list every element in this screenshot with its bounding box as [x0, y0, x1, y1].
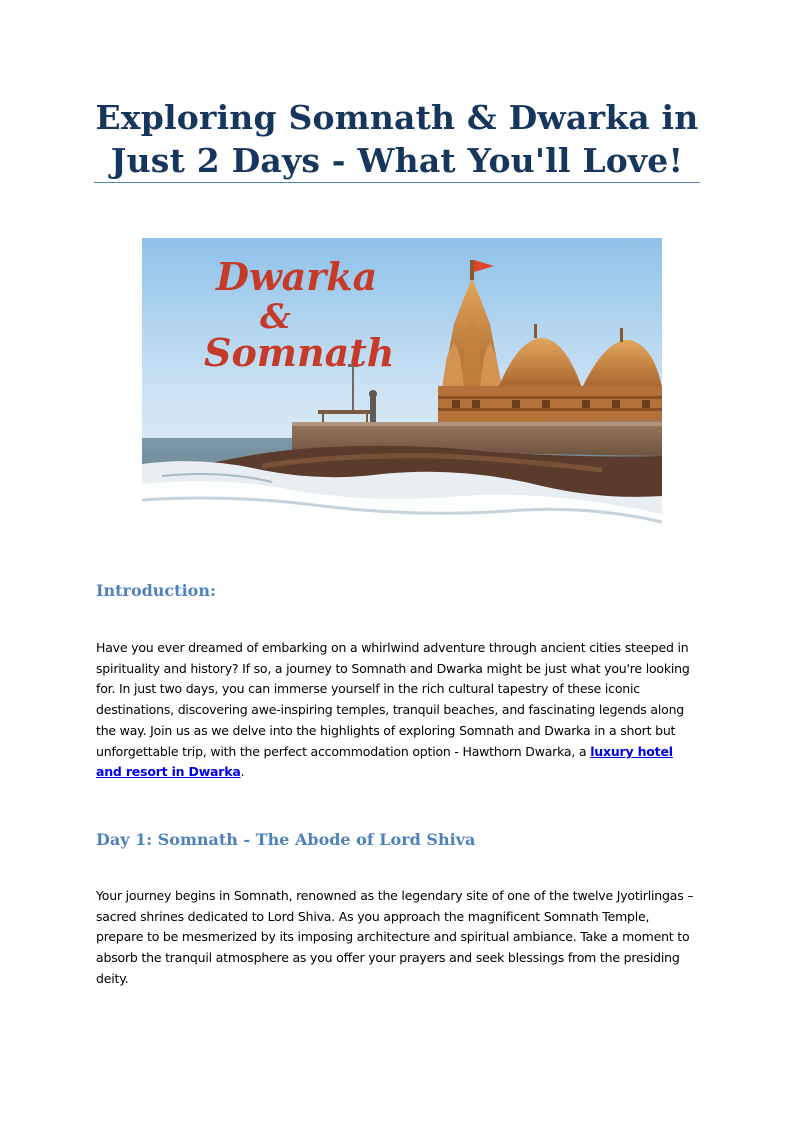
intro-text-end: .: [240, 764, 245, 780]
hero-title-line3: Somnath: [204, 330, 395, 375]
day1-paragraph: Your journey begins in Somnath, renowned as the legendary site of one of the twelve Jyotirlingas – sacred shrines dedicated to Lord Shiva. As you approach the magnificent Somnath Temple, prepare to be mesmerized by its imposing architecture and spiritual ambiance. Take a moment to absorb the tranquil atmosphere as you offer your prayers and seek blessings from the presiding deity.: [96, 888, 694, 986]
statue: [370, 396, 376, 422]
intro-heading: Introduction:: [96, 581, 216, 600]
wall-top: [292, 422, 662, 426]
intro-paragraph: [96, 638, 698, 783]
hero-title-line2: &: [260, 297, 291, 337]
day1-heading: Day 1: Somnath - The Abode of Lord Shiva: [96, 830, 476, 849]
luxury-hotel-link[interactable]: luxury hotel and resort in Dwarka: [96, 743, 673, 780]
intro-text: Have you ever dreamed of embarking on a whirlwind adventure through ancient cities steeped in spirituality and history? If so, a journey to Somnath and Dwarka might be just what you're looking for. In just two days, you can immerse yourself in the rich cultural tapestry of these iconic destinations, discovering awe-inspiring temples, tranquil beaches, and fascinating legends along the way. Join us as we delve into the highlights of exploring Somnath and Dwarka in a short but unforgettable trip, with the perfect accommodation option - Hawthorn Dwarka, a: [96, 640, 690, 759]
page-title: Exploring Somnath & Dwarka in Just 2 Days - What You'll Love!: [95, 98, 699, 180]
pavilion-roof: [318, 410, 372, 414]
hero-title-line1: Dwarka: [216, 254, 378, 299]
statue-head: [369, 390, 377, 398]
hero-image: [142, 238, 662, 530]
title-underline: [94, 182, 700, 183]
